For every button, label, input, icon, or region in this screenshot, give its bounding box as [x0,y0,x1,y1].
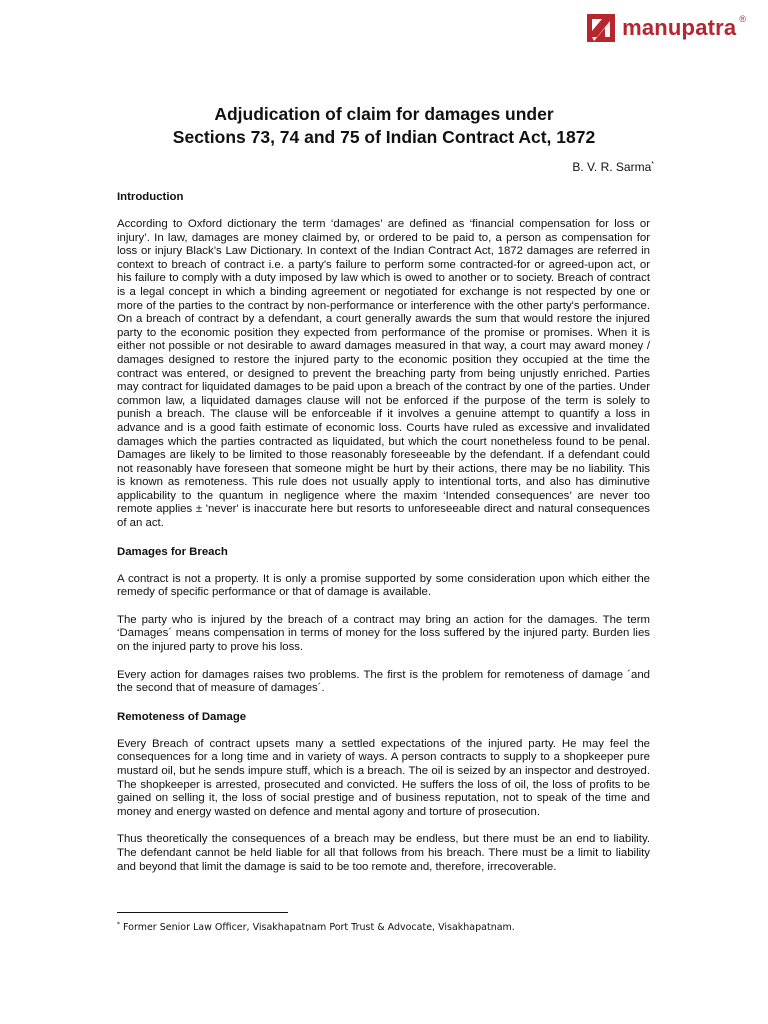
logo-brand-text: manupatra [622,15,737,40]
document-body [117,190,650,888]
paragraph-remoteness-1: Every Breach of contract upsets many a settled expectations of the injured party. He may feel the consequences for a long time and in variety of ways. A person contracts to supply to a shopkeeper pure mustard oil, but he sends impure stuff, which is a breach. The oil is seized by an inspector and destroyed. The shopkeeper is arrested, prosecuted and convicted. He suffers the loss of oil, the loss of profits to be gained on selling it, the loss of social prestige and of business reputation, not to speak of the time and money and energy wasted on defence and mental agony and torture of prosecution. [117,737,650,818]
author-name: B. V. R. Sarma [572,160,652,174]
paragraph-remoteness-2: Thus theoretically the consequences of a breach may be endless, but there must be an end to liability. The defendant cannot be held liable for all that follows from his breach. There must be a limit to liability and beyond that limit the damage is said to be too remote and, therefore, irrecoverable. [117,833,650,873]
footnote [117,921,515,933]
author-footnote-marker[interactable]: * [651,161,654,168]
section-heading-damages-for-breach: Damages for Breach [117,545,228,558]
paragraph-breach-1: A contract is not a property. It is only a promise supported by some consideration upon which either the remedy of specific performance or that of damage is available. [117,572,650,599]
logo-registered-mark: ® [739,14,746,24]
paragraph-introduction: According to Oxford dictionary the term ‘damages’ are defined as ‘financial compensation for loss or injury’. In law, damages are money claimed by, or ordered to be paid to, a person as compensation for loss or injury Black’s Law Dictionary. In context of the Indian Contract Act, 1872 damages are referred in context to breach of contract i.e. a party's failure to perform some contracted-for or agreed-upon act, or his failure to comply with a duty imposed by law which is owed to another or to society. Breach of contract is a legal concept in which a binding agreement or negotiated for exchange is not respected by one or more of the parties to the contract by non-performance or interference with the other party's performance. On a breach of contract by a defendant, a court generally awards the sum that would restore the injured party to the economic position they expected from performance of the promise or promises. When it is either not possible or not desirable to award damages measured in that way, a court may award money / damages designed to restore the injured party to the economic position they occupied at the time the contract was entered, or designed to prevent the breaching party from being unjustly enriched. Parties may contract for liquidated damages to be paid upon a breach of the contract by one of the parties. Under common law, a liquidated damages clause will not be enforced if the purpose of the term is solely to punish a breach. The clause will be enforceable if it involves a genuine attempt to quantify a loss in advance and is a good faith estimate of economic loss. Courts have ruled as excessive and invalidated damages which the parties contracted as liquidated, but which the court nonetheless found to be penal. Damages are likely to be limited to those reasonably foreseeable by the defendant. If a defendant could not reasonably have foreseen that someone might be hurt by their actions, there may be no liability. This is known as remoteness. This rule does not usually apply to intentional torts, and also has diminutive applicability to the quantum in negligence where the maxim ‘Intended consequences’ are never too remote applies ± 'never' is inaccurate here but resorts to unforeseeable direct and natural consequences of an act. [117,218,650,530]
title-line-2: Sections 73, 74 and 75 of Indian Contract Act, 1872 [172,127,596,147]
manupatra-logo-icon [587,14,615,42]
paragraph-breach-2: The party who is injured by the breach of a contract may bring an action for the damages. The term ‘Damages´ means compensation in terms of money for the loss suffered by the injured party. Burden lies on the injured party to prove his loss. [117,613,650,654]
paragraph-breach-3: Every action for damages raises two problems. The first is the problem for remoteness of damage ´and the second that of measure of damages´. [117,668,650,695]
section-heading-remoteness-of-damage: Remoteness of Damage [117,710,247,723]
author-byline [572,160,654,174]
footnote-divider [117,912,288,913]
title-line-1: Adjudication of claim for damages under [214,104,554,124]
section-heading-introduction: Introduction [117,191,184,203]
footnote-text: Former Senior Law Officer, Visakhapatnam Port Trust & Advocate, Visakhapatnam. [123,922,515,934]
manupatra-logo [587,14,746,42]
document-title [0,103,768,149]
footnote-marker: * [117,921,120,928]
